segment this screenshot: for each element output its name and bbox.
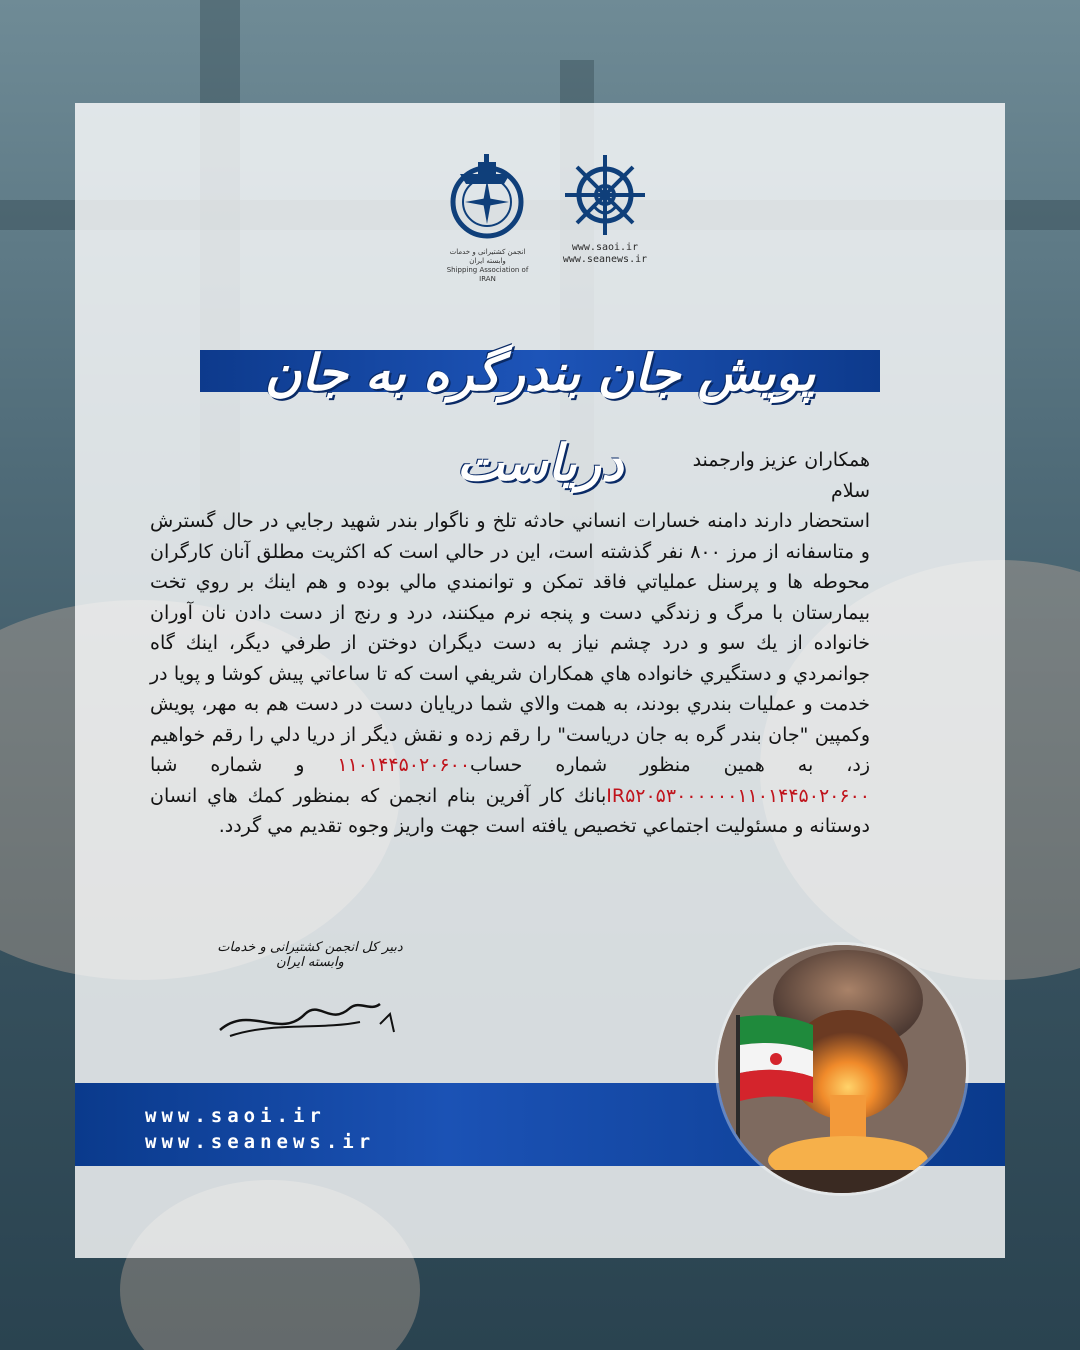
letter-text-part3: بانك كار آفرين بنام انجمن كه بمنظور كمك هاي انسان دوستانه و مسئوليت اجتماعي تخصيص يافته است جهت واريز وجوه تقديم مي گردد. [150, 784, 870, 837]
ship-compass-icon [440, 150, 535, 245]
footer-url-saoi[interactable]: www.saoi.ir [145, 1105, 326, 1127]
footer-links [145, 1103, 375, 1155]
ship-wheel-icon [550, 150, 660, 240]
association-name-fa: انجمن کشتیرانی و خدمات وابسته ایران [449, 248, 526, 265]
handwritten-signature [210, 964, 410, 1050]
association-logo [440, 150, 535, 283]
letter-greeting: همکاران عزیز وارجمند [692, 449, 870, 471]
logo-url-saoi: www.saoi.ir [571, 242, 639, 253]
letter-body [150, 445, 870, 842]
iran-flag-icon [740, 1015, 813, 1103]
letter-text-part2: و شماره شبا [150, 754, 338, 776]
explosion-image [718, 945, 966, 1193]
account-number: ۱۱۰۱۴۴۵۰۲۰۶۰۰ [337, 754, 471, 776]
signature-block [210, 940, 410, 1050]
letter-salam: سلام [830, 479, 870, 502]
seanews-logo [550, 150, 660, 270]
logo-group [440, 150, 660, 283]
footer-url-seanews[interactable]: www.seanews.ir [145, 1131, 376, 1153]
page-title: پویش جان بندرگره به جان دریاست [264, 343, 816, 492]
letter-text-part1: استحضار دارند دامنه خسارات انساني حادثه تلخ و ناگوار بندر شهيد رجايي در حال گسترش و متاسفانه از مرز ۸۰۰ نفر گذشته است، اين در حالي است كه اكثريت مطلق آنان كارگران محوطه ها و پرسنل عملياتي فاقد تمكن و توانمندي مالي بوده و هم اينك بر روي تخت بيمارستان با مرگ و زندگي دست و پنجه نرم ميكنند، درد و رنج از دست دادن نان آوران خانواده از يك سو و درد چشم نياز به دست ديگران دوختن از طرفي ديگر، اينك گاه جوانمردي و دستگيري خانواده هاي همكاران شريفي است كه تا ساعاتي پيش كوشا و پويا در خدمت و عمليات بندري بودند، به همت والاي شما دريايان دست در دست هم به مهر، پويش وكمپين "جان بندر گره به جان درياست" را رقم زده و نقش ديگر از دريا دلي را رقم خواهيم زد، به همين منظور شماره حساب [150, 510, 871, 776]
letter-paragraph [150, 506, 870, 842]
association-name-en: Shipping Association of IRAN [446, 266, 529, 283]
explosion-flag-photo [718, 945, 966, 1193]
logo-url-seanews: www.seanews.ir [562, 254, 648, 265]
signature-title: دبیر کل انجمن کشتیرانی و خدمات وابسته ایران [217, 940, 403, 970]
sheba-number: IR۵۲۰۵۳۰۰۰۰۰۰۱۱۰۱۴۴۵۰۲۰۶۰۰ [606, 784, 870, 807]
